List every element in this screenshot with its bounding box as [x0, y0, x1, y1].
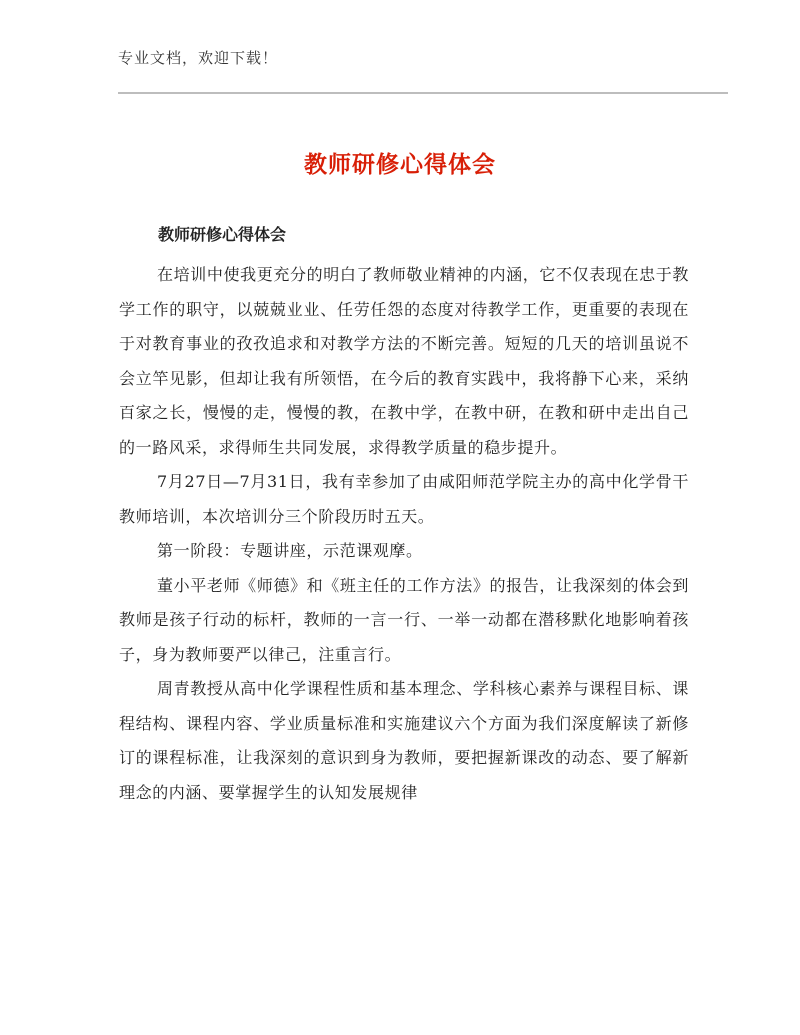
- paragraph-3: 第一阶段：专题讲座，示范课观摩。: [157, 541, 423, 560]
- header-divider: [118, 92, 728, 94]
- paragraph-4: 董小平老师《师德》和《班主任的工作方法》的报告，让我深刻的体会到教师是孩子行动的标杆，教师的一言一行、一举一动都在潜移默化地影响着孩子，身为教师要严以律己，注重言行。: [119, 575, 689, 664]
- paragraph-1: 在培训中使我更充分的明白了教师敬业精神的内涵，它不仅表现在忠于教学工作的职守，以兢兢业业、任劳任怨的态度对待教学工作，更重要的表现在于对教育事业的孜孜追求和对教学方法的不断完善。短短的几天的培训虽说不会立竿见影，但却让我有所领悟，在今后的教育实践中，我将静下心来，采纳百家之长，慢慢的走，慢慢的教，在教中学，在教中研，在教和研中走出自己的一路风采，求得师生共同发展，求得教学质量的稳步提升。: [119, 265, 689, 457]
- paragraph-2: 7月27日—7月31日，我有幸参加了由咸阳师范学院主办的高中化学骨干教师培训，本次培训分三个阶段历时五天。: [119, 472, 689, 526]
- document-body: [119, 258, 689, 810]
- header-note: 专业文档，欢迎下载！: [118, 49, 279, 67]
- paragraph-5: 周青教授从高中化学课程性质和基本理念、学科核心素养与课程目标、课程结构、课程内容、学业质量标准和实施建议六个方面为我们深度解读了新修订的课程标准，让我深刻的意识到身为教师，要把握新课改的动态、要了解新理念的内涵、要掌握学生的认知发展规律: [119, 679, 689, 802]
- document-title: 教师研修心得体会: [304, 152, 496, 178]
- document-subtitle: 教师研修心得体会: [158, 225, 287, 244]
